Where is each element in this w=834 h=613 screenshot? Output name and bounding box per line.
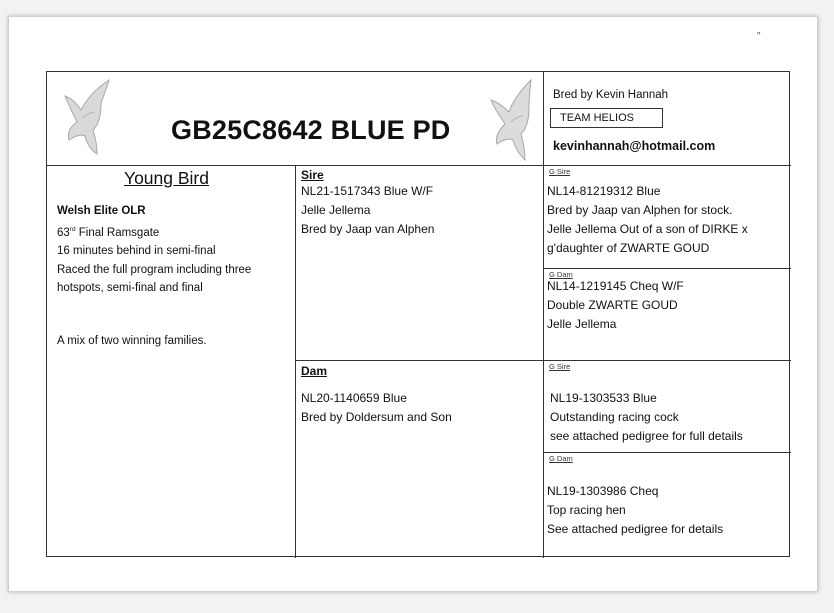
sire-gsire-line: Bred by Jaap van Alphen for stock.: [547, 203, 733, 217]
pigeon-right-icon: [483, 78, 543, 162]
dam-ring: NL20-1140659 Blue: [301, 391, 407, 405]
placing-number: 63: [57, 226, 70, 239]
sire-ring: NL21-1517343 Blue W/F: [301, 184, 434, 198]
dam-gsire-ring: NL19-1303533 Blue: [550, 391, 657, 405]
divider-sire-grandparents: [543, 268, 791, 269]
pedigree-page: [8, 16, 818, 592]
dam-details: [301, 389, 452, 427]
dam-label: Dam: [301, 364, 328, 378]
sire-gdam-ring: NL14-1219145 Cheq W/F: [547, 279, 684, 293]
sire-gsire-line: g'daughter of ZWARTE GOUD: [547, 241, 710, 255]
young-bird-heading: Young Bird: [124, 168, 209, 188]
placing-suffix: rd: [69, 225, 76, 233]
divider-parents: [295, 165, 296, 558]
sire-gdam-details: [547, 277, 684, 334]
sire-line: Bred by Jaap van Alphen: [301, 222, 435, 236]
dam-gsire-details: [550, 389, 743, 446]
dam-gdam-line: See attached pedigree for details: [547, 522, 724, 536]
team-box: [550, 108, 663, 128]
corner-mark: ": [757, 31, 761, 42]
dam-gdam-ring: NL19-1303986 Cheq: [547, 484, 659, 498]
breeder-name: Bred by Kevin Hannah: [553, 89, 669, 101]
race-name: Welsh Elite OLR: [57, 205, 146, 217]
breeder-email: kevinhannah@hotmail.com: [553, 139, 716, 153]
pedigree-sheet: [46, 71, 790, 557]
divider-dam-grandparents: [543, 452, 791, 453]
dam-gdam-label: G Dam: [549, 454, 573, 463]
sire-line: Jelle Jellema: [301, 203, 371, 217]
dam-gsire-line: see attached pedigree for full details: [550, 429, 743, 443]
info-line: Raced the full program including three: [57, 263, 252, 276]
divider-header-bottom: [47, 165, 791, 166]
dam-line: Bred by Doldersum and Son: [301, 410, 452, 424]
placing-text: Final Ramsgate: [75, 226, 160, 239]
sire-label: Sire: [301, 168, 324, 182]
sire-gsire-ring: NL14-81219312 Blue: [547, 184, 661, 198]
dam-gsire-line: Outstanding racing cock: [550, 410, 679, 424]
pedigree-title: GB25C8642 BLUE PD: [171, 115, 451, 145]
sire-gsire-line: Jelle Jellema Out of a son of DIRKE x: [547, 222, 748, 236]
divider-sire-dam: [295, 360, 791, 361]
info-line: hotspots, semi-final and final: [57, 282, 203, 295]
divider-header-right: [543, 72, 544, 558]
sire-gsire-details: [547, 182, 748, 258]
sire-gdam-line: Double ZWARTE GOUD: [547, 298, 678, 312]
sire-details: [301, 182, 434, 239]
pigeon-left-icon: [57, 78, 117, 156]
team-name: TEAM HELIOS: [560, 112, 634, 124]
dam-gsire-label: G Sire: [549, 362, 571, 371]
dam-gdam-details: [547, 482, 723, 539]
dam-gdam-line: Top racing hen: [547, 503, 626, 517]
sire-gdam-label: G Dam: [549, 270, 573, 279]
sire-gsire-label: G Sire: [549, 167, 571, 176]
sire-gdam-line: Jelle Jellema: [547, 317, 617, 331]
race-placing: [57, 221, 289, 242]
info-line: 16 minutes behind in semi-final: [57, 245, 216, 258]
race-info: [57, 202, 289, 298]
families-note: A mix of two winning families.: [57, 335, 207, 347]
